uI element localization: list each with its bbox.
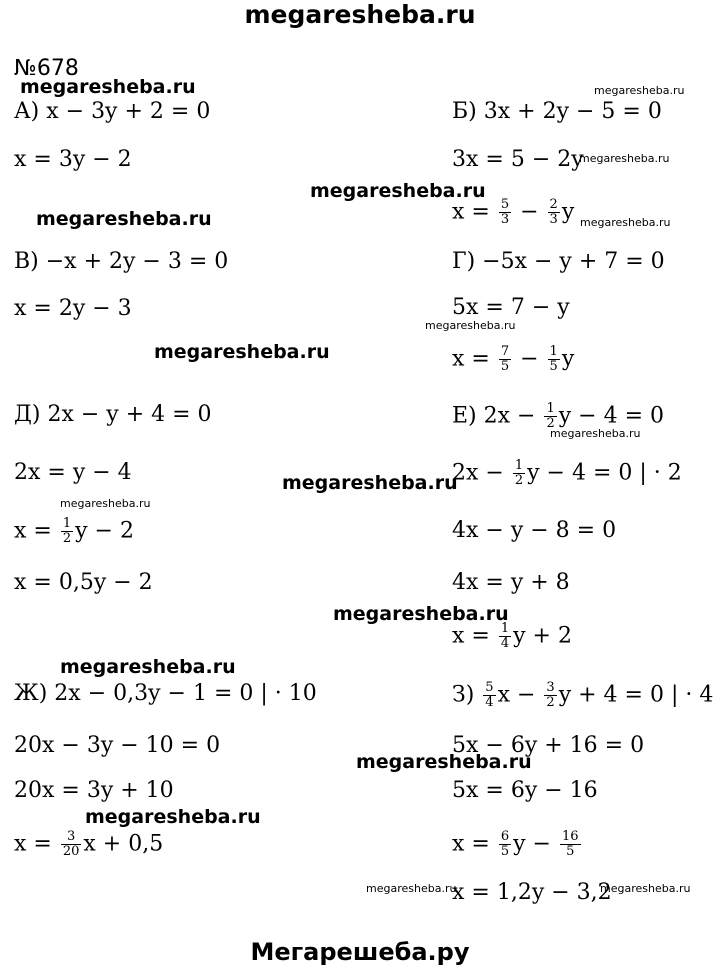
denominator: 4 [485,695,494,710]
equation-zh-line-4 [14,830,163,859]
eq-text: 2x − [452,460,511,486]
eq-text: x = [452,199,497,225]
watermark: megaresheba.ru [366,882,457,895]
equation-a-line-1: А) x − 3y + 2 = 0 [14,99,211,124]
fraction [548,198,560,227]
equation-b-line-2: 3x = 5 − 2y [452,147,584,172]
fraction [560,830,581,859]
equation-z-line-2: 5x − 6y + 16 = 0 [452,733,645,758]
site-footer[interactable]: Мегарешеба.ру [250,938,470,966]
watermark: megaresheba.ru [550,427,641,440]
watermark: megaresheba.ru [154,341,330,363]
equation-d-line-2: 2x = y − 4 [14,460,132,485]
equation-e-line-5 [452,622,572,651]
fraction [544,681,556,710]
equation-e-line-2 [452,459,682,488]
denominator: 5 [500,359,510,374]
watermark: megaresheba.ru [60,656,236,678]
numerator: 6 [500,829,510,844]
site-header[interactable]: megaresheba.ru [244,0,476,29]
fraction [483,681,495,710]
watermark: megaresheba.ru [425,319,516,332]
watermark: megaresheba.ru [282,472,458,494]
equation-g-line-1: Г) −5x − y + 7 = 0 [452,249,665,274]
numerator: 1 [514,458,524,473]
fraction [499,830,511,859]
eq-text: Е) 2x − [452,403,543,429]
equation-a-line-2: x = 3y − 2 [14,147,132,172]
numerator: 5 [485,680,494,695]
eq-text: x = [452,831,497,857]
equation-g-line-2: 5x = 7 − y [452,295,570,320]
denominator: 3 [500,212,510,227]
fraction [61,517,73,546]
numerator: 1 [62,516,72,531]
equation-d-line-3 [14,517,134,546]
equation-d-line-1: Д) 2x − y + 4 = 0 [14,402,212,427]
numerator: 5 [500,197,510,212]
watermark: megaresheba.ru [36,208,212,230]
equation-z-line-5: x = 1,2y − 3,2 [452,880,612,905]
fraction [61,830,82,859]
equation-e-line-1 [452,402,664,431]
eq-text: y [561,346,575,372]
watermark: megaresheba.ru [356,751,532,773]
fraction [544,402,556,431]
numerator: 3 [61,830,82,845]
eq-text: x = [452,623,497,649]
numerator: 3 [546,680,555,695]
eq-text: y − 4 = 0 [558,403,665,429]
denominator: 3 [549,212,558,227]
watermark: megaresheba.ru [333,603,509,625]
denominator: 2 [514,473,524,488]
equation-e-line-3: 4x − y − 8 = 0 [452,518,617,543]
eq-text: x + 0,5 [83,831,164,857]
watermark: megaresheba.ru [20,76,196,98]
eq-text: З) [452,682,482,708]
eq-text: y − [513,831,558,857]
numerator: 2 [549,197,558,212]
watermark: megaresheba.ru [579,152,670,165]
fraction [548,345,560,374]
equation-z-line-1 [452,681,713,710]
eq-text: y − 4 = 0 | · 2 [527,460,682,486]
watermark: megaresheba.ru [60,497,151,510]
equation-zh-line-1: Ж) 2x − 0,3y − 1 = 0 | · 10 [14,681,317,706]
equation-e-line-4: 4x = y + 8 [452,570,570,595]
denominator: 2 [546,416,555,431]
fraction [499,345,511,374]
denominator: 2 [546,695,555,710]
equation-zh-line-2: 20x − 3y − 10 = 0 [14,733,221,758]
equation-g-line-3 [452,345,574,374]
numerator: 1 [546,401,555,416]
denominator: 5 [500,844,510,859]
numerator: 7 [500,344,510,359]
eq-text: y + 4 = 0 | · 4 [558,682,714,708]
denominator: 20 [62,844,80,859]
eq-text: − [513,346,546,372]
watermark: megaresheba.ru [85,806,261,828]
equation-d-line-4: x = 0,5y − 2 [14,570,153,595]
equation-b-line-1: Б) 3x + 2y − 5 = 0 [452,99,662,124]
eq-text: x = [14,518,59,544]
numerator: 1 [500,621,510,636]
fraction [499,622,511,651]
watermark: megaresheba.ru [310,180,486,202]
eq-text: − [513,199,546,225]
watermark: megaresheba.ru [580,216,671,229]
equation-v-line-2: x = 2y − 3 [14,296,132,321]
denominator: 4 [500,636,510,651]
equation-z-line-3: 5x = 6y − 16 [452,778,598,803]
eq-text: x − [497,682,543,708]
eq-text: y + 2 [513,623,572,649]
numerator: 1 [549,344,558,359]
denominator: 5 [566,844,575,859]
problem-number: №678 [14,56,79,81]
equation-b-line-3 [452,198,574,227]
watermark: megaresheba.ru [600,882,691,895]
denominator: 2 [62,531,72,546]
eq-text: x = [452,346,497,372]
equation-zh-line-3: 20x = 3y + 10 [14,778,174,803]
numerator: 16 [561,829,579,844]
eq-text: y − 2 [75,518,134,544]
watermark: megaresheba.ru [594,84,685,97]
denominator: 5 [549,359,558,374]
equation-z-line-4 [452,830,583,859]
fraction [499,198,511,227]
fraction [513,459,525,488]
eq-text: x = [14,831,59,857]
equation-v-line-1: В) −x + 2y − 3 = 0 [14,249,229,274]
eq-text: y [561,199,575,225]
